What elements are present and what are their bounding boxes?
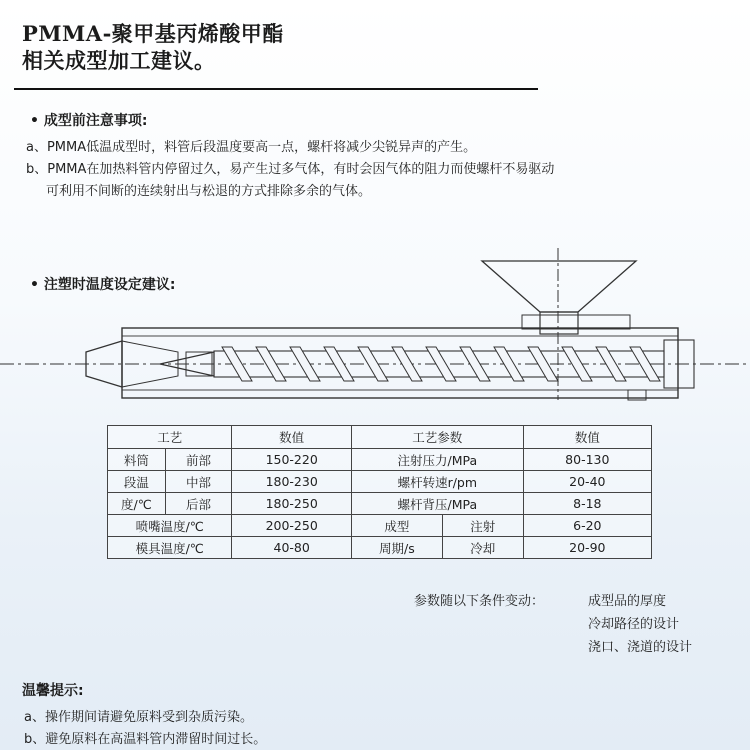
injection-screw-diagram bbox=[0, 240, 750, 425]
tip-b: b、避免原料在高温料管内滞留时间过长。 bbox=[24, 732, 267, 747]
tips-heading: 温馨提示: bbox=[22, 683, 84, 699]
header-param: 工艺参数 bbox=[351, 426, 523, 449]
title-divider bbox=[14, 88, 538, 90]
note-b-line1: b、PMMA在加热料管内停留过久，易产生过多气体，有时会因气体的阻力而使螺杆不易驱动 bbox=[26, 162, 555, 177]
table-row: 喷嘴温度/℃ 200-250 成型 注射 6-20 bbox=[108, 515, 652, 537]
parameter-table bbox=[107, 425, 652, 559]
barrel bbox=[122, 328, 678, 398]
hopper-icon bbox=[482, 261, 636, 312]
note-b-line2: 可利用不间断的连续射出与松退的方式排除多余的气体。 bbox=[46, 184, 372, 199]
condition-item: 浇口、浇道的设计 bbox=[588, 640, 693, 655]
section-heading-pre-molding: • 成型前注意事项: bbox=[30, 113, 148, 129]
table-row: 段温 中部 180-230 螺杆转速r/pm 20-40 bbox=[108, 471, 652, 493]
condition-item: 冷却路径的设计 bbox=[588, 617, 680, 632]
title-line-2: 相关成型加工建议。 bbox=[22, 48, 216, 73]
table-row: 料筒 前部 150-220 注射压力/MPa 80-130 bbox=[108, 449, 652, 471]
header-value: 数值 bbox=[232, 426, 352, 449]
table-row: 度/℃ 后部 180-250 螺杆背压/MPa 8-18 bbox=[108, 493, 652, 515]
condition-item: 成型品的厚度 bbox=[588, 594, 667, 609]
header-process: 工艺 bbox=[108, 426, 232, 449]
tip-a: a、操作期间请避免原料受到杂质污染。 bbox=[24, 710, 253, 725]
conditions-label: 参数随以下条件变动： bbox=[414, 594, 545, 609]
title-line-1: PMMA-聚甲基丙烯酸甲酯 bbox=[22, 21, 284, 46]
table-row: 模具温度/℃ 40-80 周期/s 冷却 20-90 bbox=[108, 537, 652, 559]
section-heading-temperature: • 注塑时温度设定建议: bbox=[30, 277, 176, 293]
header-value-2: 数值 bbox=[523, 426, 651, 449]
note-a: a、PMMA低温成型时，料管后段温度要高一点，螺杆将减少尖锐异声的产生。 bbox=[26, 140, 477, 155]
